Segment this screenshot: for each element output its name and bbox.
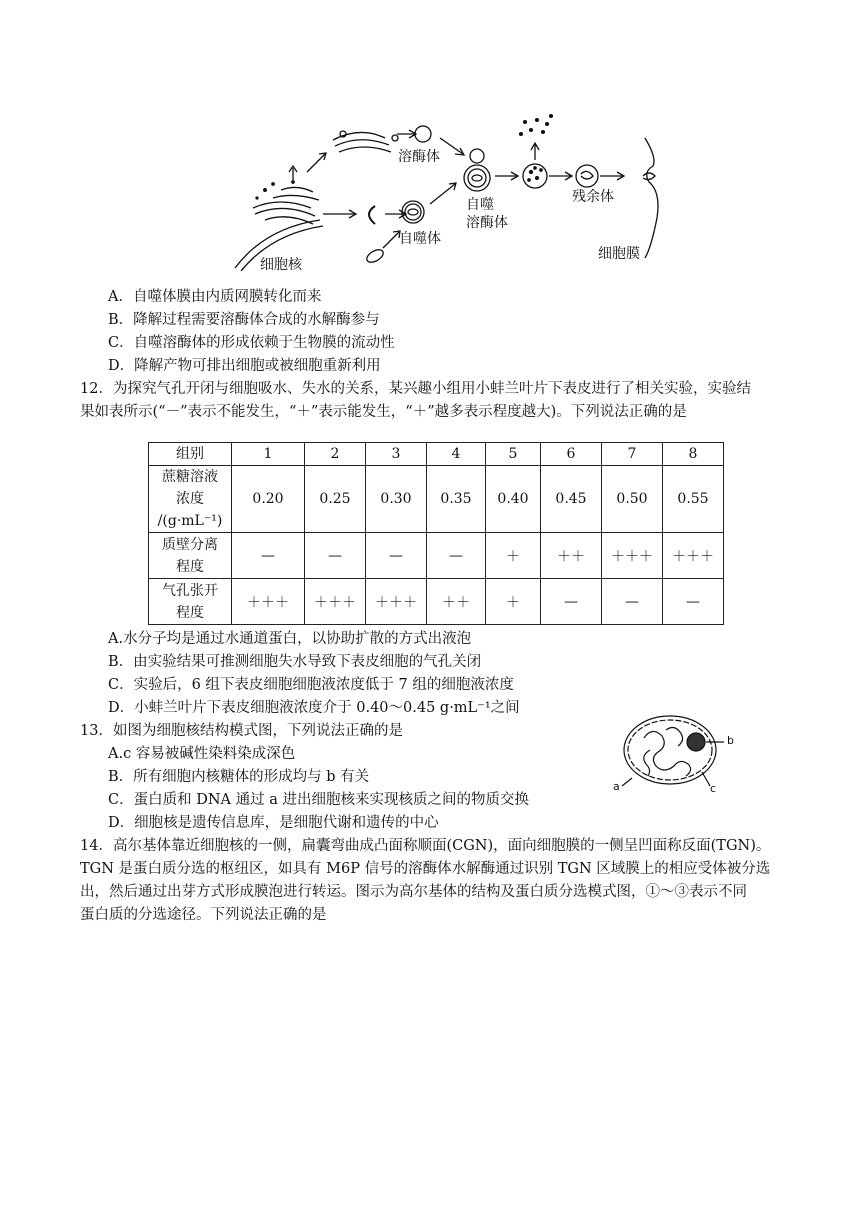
q12-option-d: D．小蚌兰叶片下表皮细胞液浓度介于 0.40～0.45 g·mL⁻¹之间 xyxy=(108,700,520,716)
label-c: c xyxy=(710,782,717,795)
label-cell-membrane: 细胞膜 xyxy=(598,246,640,262)
q14-line3: 出，然后通过出芽方式形成膜泡进行转运。图示为高尔基体的结构及蛋白质分选模式图，①～③表示不同 xyxy=(80,884,747,900)
row-label-plasmolysis-l2: 程度 xyxy=(176,558,204,575)
table-cell: ＋＋ xyxy=(541,533,602,579)
row-label-concentration-l1: 蔗糖溶液 xyxy=(162,469,218,485)
label-residual-body: 残余体 xyxy=(572,189,614,205)
row-label-stomata-l2: 程度 xyxy=(176,604,204,621)
q11-option-c: C．自噬溶酶体的形成依赖于生物膜的流动性 xyxy=(108,335,395,351)
q14-line4: 蛋白质的分选途径。下列说法正确的是 xyxy=(80,907,327,923)
table-cell: ＋ xyxy=(486,579,541,625)
table-cell: 0.50 xyxy=(602,466,663,533)
q12-option-a: A.水分子均是通过水通道蛋白，以协助扩散的方式出液泡 xyxy=(108,631,472,647)
group-8: 8 xyxy=(663,443,724,466)
table-cell: ＋＋ xyxy=(427,579,486,625)
group-2: 2 xyxy=(305,443,366,466)
label-autolysosome-line1: 自噬 xyxy=(466,197,494,213)
header-label: 组别 xyxy=(149,443,232,466)
q12-option-c: C．实验后，6 组下表皮细胞细胞液浓度低于 7 组的细胞液浓度 xyxy=(108,677,514,693)
table-cell: — xyxy=(366,533,427,579)
table-cell: ＋ xyxy=(486,533,541,579)
table-cell: ＋＋＋ xyxy=(305,579,366,625)
table-row-concentration xyxy=(149,466,724,533)
row-label-plasmolysis xyxy=(149,533,232,579)
table-cell: — xyxy=(305,533,366,579)
table-cell: 0.45 xyxy=(541,466,602,533)
label-lysosome: 溶酶体 xyxy=(398,149,440,165)
group-1: 1 xyxy=(232,443,305,466)
group-4: 4 xyxy=(427,443,486,466)
row-label-concentration-l3: /(g·mL⁻¹) xyxy=(157,513,223,529)
q12-option-b: B．由实验结果可推测细胞失水导致下表皮细胞的气孔关闭 xyxy=(108,654,482,670)
table-cell: — xyxy=(663,579,724,625)
q13-option-b: B．所有细胞内核糖体的形成均与 b 有关 xyxy=(108,769,370,785)
row-label-stomata-l1: 气孔张开 xyxy=(162,582,218,599)
table-row-stomata xyxy=(149,579,724,625)
table-cell: 0.25 xyxy=(305,466,366,533)
table-cell: 0.20 xyxy=(232,466,305,533)
table-cell: 0.40 xyxy=(486,466,541,533)
table-cell: 0.55 xyxy=(663,466,724,533)
table-cell: — xyxy=(541,579,602,625)
table-cell: ＋＋＋ xyxy=(602,533,663,579)
group-3: 3 xyxy=(366,443,427,466)
q11-option-b: B．降解过程需要溶酶体合成的水解酶参与 xyxy=(108,312,380,328)
table-cell: ＋＋＋ xyxy=(366,579,427,625)
table-cell: ＋＋＋ xyxy=(663,533,724,579)
group-5: 5 xyxy=(486,443,541,466)
q13-option-d: D．细胞核是遗传信息库，是细胞代谢和遗传的中心 xyxy=(108,815,439,831)
q14-line1: 14．高尔基体靠近细胞核的一侧，扁囊弯曲成凸面称顺面(CGN)，面向细胞膜的一侧呈凹面称反面(TGN)。 xyxy=(80,838,771,854)
row-label-plasmolysis-l1: 质壁分离 xyxy=(162,536,218,553)
q12-data-table xyxy=(148,442,724,625)
group-6: 6 xyxy=(541,443,602,466)
row-label-concentration xyxy=(149,466,232,533)
q13-option-c: C．蛋白质和 DNA 通过 a 进出细胞核来实现核质之间的物质交换 xyxy=(108,792,529,808)
table-cell: — xyxy=(602,579,663,625)
table-row-plasmolysis xyxy=(149,533,724,579)
q11-option-d: D．降解产物可排出细胞或被细胞重新利用 xyxy=(108,358,381,374)
row-label-stomata xyxy=(149,579,232,625)
label-autophagosome: 自噬体 xyxy=(399,231,441,247)
row-label-concentration-l2: 浓度 xyxy=(176,491,204,507)
q13-stem: 13．如图为细胞核结构模式图，下列说法正确的是 xyxy=(80,723,403,739)
table-cell: — xyxy=(232,533,305,579)
nucleus-diagram xyxy=(610,706,740,798)
table-cell: — xyxy=(427,533,486,579)
q12-stem-line2: 果如表所示(“－”表示不能发生，“＋”表示能发生，“＋”越多表示程度越大)。下列说法正确的是 xyxy=(80,404,687,420)
table-row-header xyxy=(149,443,724,466)
table-cell: 0.35 xyxy=(427,466,486,533)
group-7: 7 xyxy=(602,443,663,466)
q14-line2: TGN 是蛋白质分选的枢纽区，如具有 M6P 信号的溶酶体水解酶通过识别 TGN 区域膜上的相应受体被分选 xyxy=(80,861,771,877)
table-cell: 0.30 xyxy=(366,466,427,533)
label-a: a xyxy=(613,780,620,793)
q13-option-a: A.c 容易被碱性染料染成深色 xyxy=(108,746,296,762)
label-autolysosome-line2: 溶酶体 xyxy=(466,215,508,231)
nucleus-diagram-figure xyxy=(610,706,740,798)
table-cell: ＋＋＋ xyxy=(232,579,305,625)
q11-option-a: A．自噬体膜由内质网膜转化而来 xyxy=(108,289,322,305)
label-b: b xyxy=(727,734,734,747)
q12-stem-line1: 12．为探究气孔开闭与细胞吸水、失水的关系，某兴趣小组用小蚌兰叶片下表皮进行了相关实验，实验结 xyxy=(80,381,751,397)
label-nucleus: 细胞核 xyxy=(260,257,302,273)
